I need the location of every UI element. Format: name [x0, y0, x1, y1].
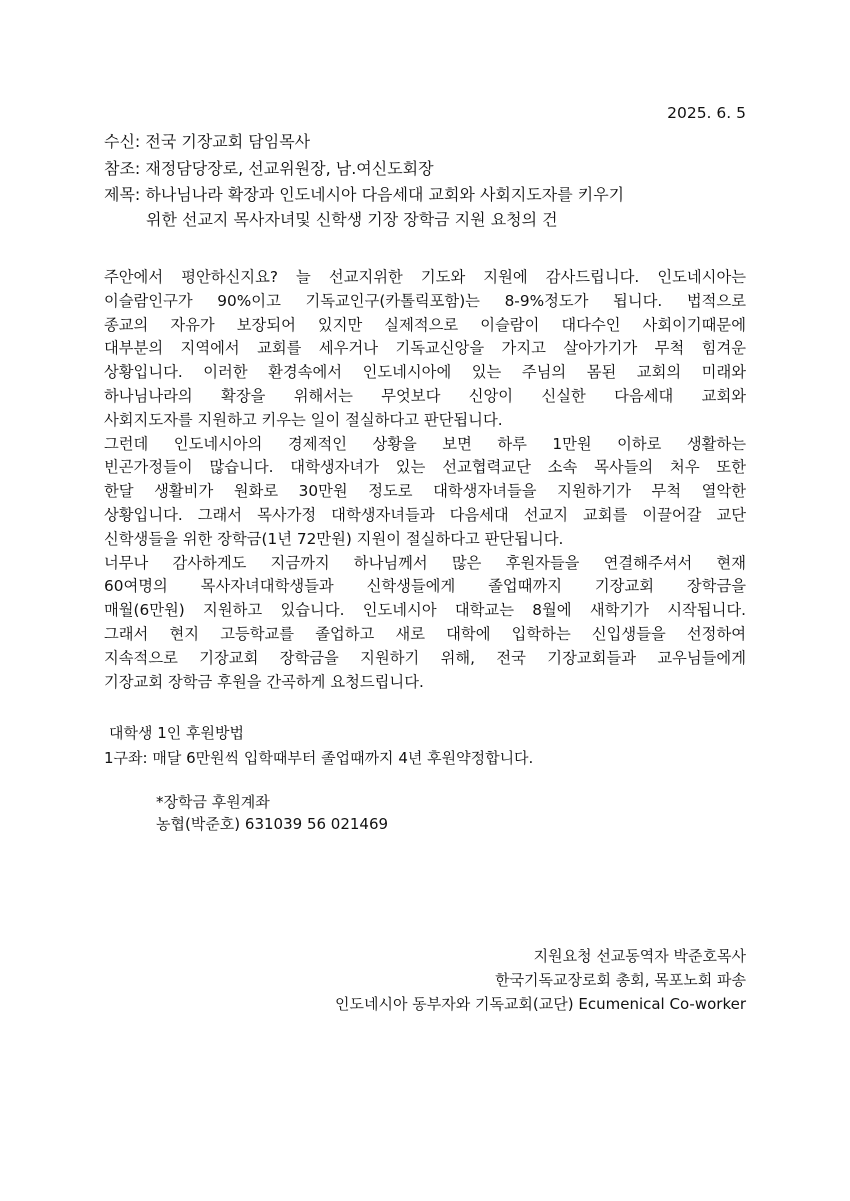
body-line: 종교의 자유가 보장되어 있지만 실제적으로 이슬람이 대다수인 사회이기때문에	[104, 315, 746, 334]
body-line: 대부분의 지역에서 교회를 세우거나 기독교신앙을 가지고 살아가기가 무척 힘겨운	[104, 339, 746, 358]
account-label: *장학금 후원계좌	[156, 793, 270, 811]
body-line: 60여명의 목사자녀대학생들과 신학생들에게 졸업때까지 기장교회 장학금을	[104, 577, 746, 596]
body-line: 기장교회 장학금 후원을 간곡하게 요청드립니다.	[104, 672, 424, 691]
signature-affiliation: 인도네시아 동부자와 기독교회(교단) Ecumenical Co-worker	[335, 995, 746, 1013]
body-line: 빈곤가정들이 많습니다. 대학생자녀가 있는 선교협력교단 소속 목사들의 처우 또한	[104, 458, 746, 477]
body-line: 그런데 인도네시아의 경제적인 상황을 보면 하루 1만원 이하로 생활하는	[104, 434, 746, 453]
body-line: 신학생들을 위한 장학금(1년 72만원) 지원이 절실하다고 판단됩니다.	[104, 529, 564, 548]
body-line: 매월(6만원) 지원하고 있습니다. 인도네시아 대학교는 8월에 새학기가 시작됩니다.	[104, 601, 746, 620]
signature-requester: 지원요청 선교동역자 박준호목사	[533, 947, 746, 965]
body-line: 한달 생활비가 원화로 30만원 정도로 대학생자녀들을 지원하기가 무척 열악한	[104, 482, 746, 501]
letter-date: 2025. 6. 5	[667, 104, 746, 122]
reference-line: 참조: 재정담당장로, 선교위원장, 남.여신도회장	[104, 159, 434, 178]
signature-dispatch: 한국기독교장로회 총회, 목포노회 파송	[495, 971, 746, 989]
body-line: 지속적으로 기장교회 장학금을 지원하기 위해, 전국 기장교회들과 교우님들에게	[104, 648, 746, 667]
body-line: 상황입니다. 이러한 환경속에서 인도네시아에 있는 주님의 몸된 교회의 미래와	[104, 363, 746, 382]
body-line: 하나님나라의 확장을 위해서는 무엇보다 신앙이 신실한 다음세대 교회와	[104, 386, 746, 405]
body-line: 사회지도자를 지원하고 키우는 일이 절실하다고 판단됩니다.	[104, 410, 503, 429]
subject-line-continued: 위한 선교지 목사자녀및 신학생 기장 장학금 지원 요청의 건	[146, 210, 558, 229]
support-method-description: 1구좌: 매달 6만원씩 입학때부터 졸업때까지 4년 후원약정합니다.	[104, 749, 534, 767]
body-line: 주안에서 평안하신지요? 늘 선교지위한 기도와 지원에 감사드립니다. 인도네시아는	[104, 268, 746, 286]
body-line: 상황입니다. 그래서 목사가정 대학생자녀들과 다음세대 선교지 교회를 이끌어갈 교단	[104, 505, 746, 524]
letter-body	[104, 266, 746, 694]
body-line: 그래서 현지 고등학교를 졸업하고 새로 대학에 입학하는 신입생들을 선정하여	[104, 624, 746, 643]
recipient-line: 수신: 전국 기장교회 담임목사	[104, 132, 311, 151]
body-line: 이슬람인구가 90%이고 기독교인구(카톨릭포함)는 8-9%정도가 됩니다. 법적으로	[104, 291, 746, 310]
account-number: 농협(박준호) 631039 56 021469	[156, 815, 389, 833]
body-line: 너무나 감사하게도 지금까지 하나님께서 많은 후원자들을 연결해주셔서 현재	[104, 553, 746, 572]
support-method-title: 대학생 1인 후원방법	[109, 724, 245, 742]
subject-line: 제목: 하나님나라 확장과 인도네시아 다음세대 교회와 사회지도자를 키우기	[104, 185, 625, 204]
